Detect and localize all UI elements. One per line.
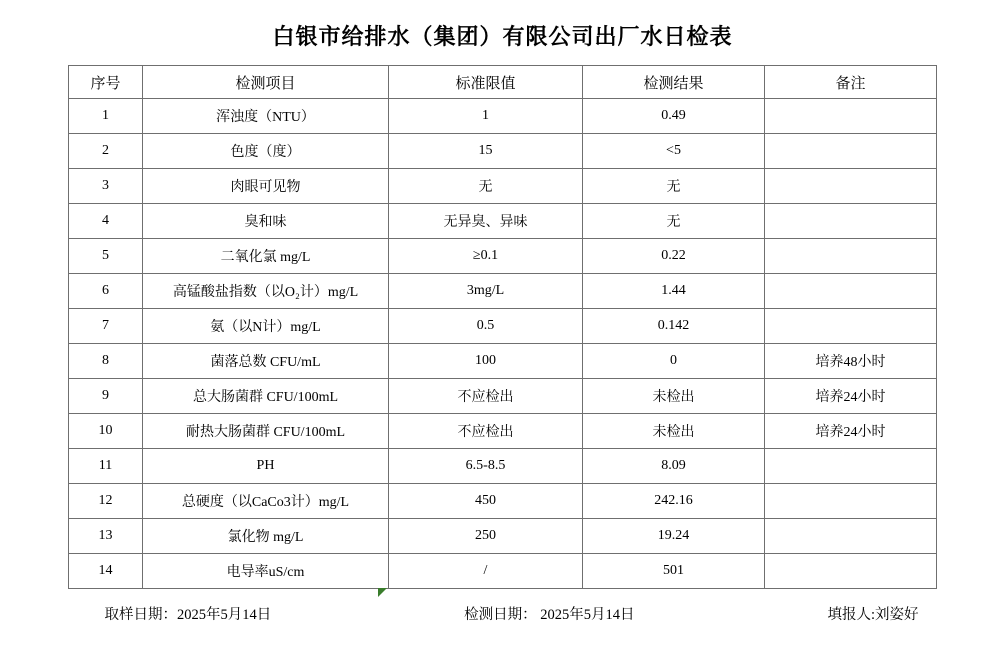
cell-std: /	[389, 554, 583, 589]
table-row	[69, 309, 937, 344]
cell-item: 浑浊度（NTU）	[143, 99, 389, 134]
reporter-name: 填报人:刘姿好	[827, 607, 919, 623]
table-row	[69, 274, 937, 309]
cell-std: 1	[389, 99, 583, 134]
cell-no: 4	[69, 204, 143, 239]
cell-note	[765, 204, 937, 239]
cell-note	[765, 169, 937, 204]
table-row	[69, 204, 937, 239]
cell-no: 13	[69, 519, 143, 554]
column-header-result: 检测结果	[583, 66, 765, 99]
cell-std: 无异臭、异味	[389, 204, 583, 239]
cell-item: 电导率uS/cm	[143, 554, 389, 589]
cell-note: 培养24小时	[765, 414, 937, 449]
cell-std: 250	[389, 519, 583, 554]
table-row	[69, 239, 937, 274]
cell-result: <5	[583, 134, 765, 169]
cell-note	[765, 134, 937, 169]
cell-result: 501	[583, 554, 765, 589]
cell-item: 色度（度）	[143, 134, 389, 169]
cell-note	[765, 519, 937, 554]
table-row	[69, 554, 937, 589]
cell-note	[765, 239, 937, 274]
cell-note	[765, 554, 937, 589]
cell-item: 肉眼可见物	[143, 169, 389, 204]
cell-result: 19.24	[583, 519, 765, 554]
cell-note: 培养48小时	[765, 344, 937, 379]
cell-item: 臭和味	[143, 204, 389, 239]
cell-std: 不应检出	[389, 414, 583, 449]
cell-no: 10	[69, 414, 143, 449]
cell-result: 242.16	[583, 484, 765, 519]
table-row	[69, 99, 937, 134]
cell-result: 0.142	[583, 309, 765, 344]
table-row	[69, 134, 937, 169]
cell-item: 高锰酸盐指数（以O₂计）mg/L	[143, 274, 389, 309]
cell-std: ≥0.1	[389, 239, 583, 274]
cell-item: 总硬度（以CaCo3计）mg/L	[143, 484, 389, 519]
table-row	[69, 449, 937, 484]
cell-result: 0.49	[583, 99, 765, 134]
cell-note	[765, 484, 937, 519]
table-row	[69, 484, 937, 519]
cell-item: 耐热大肠菌群 CFU/100mL	[143, 414, 389, 449]
cell-result: 8.09	[583, 449, 765, 484]
cell-no: 5	[69, 239, 143, 274]
cell-no: 14	[69, 554, 143, 589]
cell-std: 100	[389, 344, 583, 379]
cell-no: 8	[69, 344, 143, 379]
column-header-no: 序号	[69, 66, 143, 99]
sampling-date: 取样日期：2025年5月14日	[104, 607, 272, 623]
table-row	[69, 169, 937, 204]
cell-no: 11	[69, 449, 143, 484]
cell-std: 15	[389, 134, 583, 169]
cell-no: 7	[69, 309, 143, 344]
cell-std: 不应检出	[389, 379, 583, 414]
cell-no: 6	[69, 274, 143, 309]
cell-note: 培养24小时	[765, 379, 937, 414]
cell-std: 450	[389, 484, 583, 519]
cell-std: 3mg/L	[389, 274, 583, 309]
column-header-item: 检测项目	[143, 66, 389, 99]
cell-no: 9	[69, 379, 143, 414]
table-row	[69, 379, 937, 414]
cell-item: 氨（以N计）mg/L	[143, 309, 389, 344]
cell-std: 无	[389, 169, 583, 204]
cell-no: 12	[69, 484, 143, 519]
water-quality-table	[68, 65, 937, 589]
cell-note	[765, 449, 937, 484]
green-corner-marker-icon	[378, 588, 387, 597]
table-header-row	[69, 66, 937, 99]
cell-item: 总大肠菌群 CFU/100mL	[143, 379, 389, 414]
cell-item: 氯化物 mg/L	[143, 519, 389, 554]
cell-item: 菌落总数 CFU/mL	[143, 344, 389, 379]
cell-result: 未检出	[583, 379, 765, 414]
table-row	[69, 414, 937, 449]
cell-result: 无	[583, 204, 765, 239]
cell-no: 2	[69, 134, 143, 169]
document-footer	[69, 589, 937, 624]
cell-result: 未检出	[583, 414, 765, 449]
cell-no: 1	[69, 99, 143, 134]
cell-note	[765, 309, 937, 344]
cell-result: 0	[583, 344, 765, 379]
table-row	[69, 344, 937, 379]
testing-date: 检测日期： 2025年5月14日	[464, 607, 635, 623]
column-header-note: 备注	[765, 66, 937, 99]
cell-result: 1.44	[583, 274, 765, 309]
cell-std: 6.5-8.5	[389, 449, 583, 484]
cell-std: 0.5	[389, 309, 583, 344]
page-title: 白银市给排水（集团）有限公司出厂水日检表	[272, 24, 733, 49]
cell-no: 3	[69, 169, 143, 204]
cell-item: PH	[143, 449, 389, 484]
cell-item: 二氧化氯 mg/L	[143, 239, 389, 274]
table-row	[69, 519, 937, 554]
column-header-std: 标准限值	[389, 66, 583, 99]
cell-result: 无	[583, 169, 765, 204]
cell-result: 0.22	[583, 239, 765, 274]
cell-note	[765, 274, 937, 309]
cell-note	[765, 99, 937, 134]
